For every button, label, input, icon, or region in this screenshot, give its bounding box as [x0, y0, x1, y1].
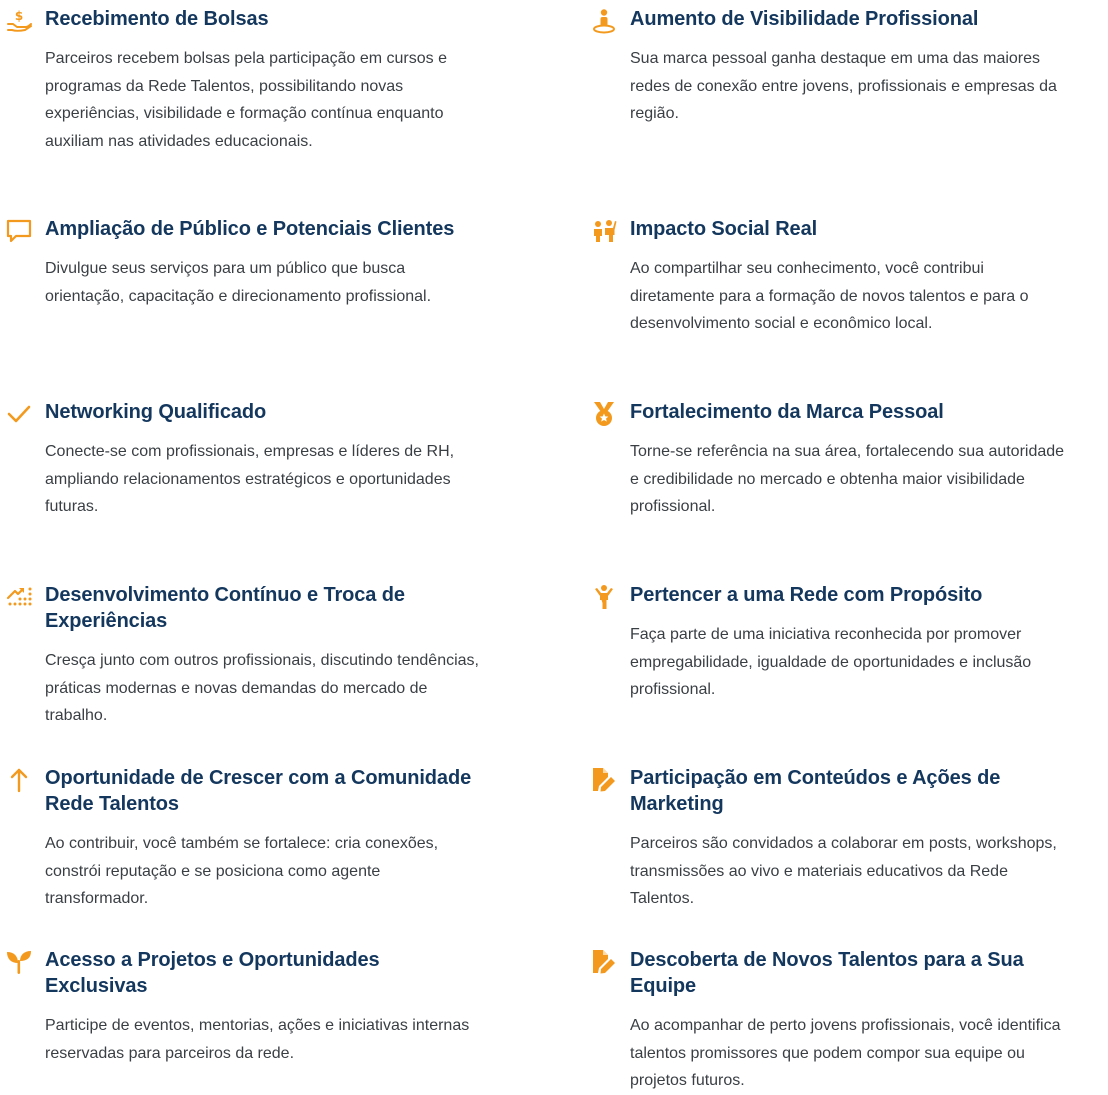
person-spotlight-icon [590, 7, 618, 35]
growth-dots-icon [5, 583, 33, 611]
benefit-item [5, 947, 485, 1067]
benefit-title: Networking Qualificado [45, 401, 267, 423]
benefit-item [5, 765, 485, 913]
benefit-title: Fortalecimento da Marca Pessoal [630, 401, 944, 423]
benefit-description: Ao acompanhar de perto jovens profissionais, você identifica talentos promissores que podem compor sua equipe ou projetos futuros. [630, 1017, 1061, 1089]
person-raise-arms-icon [590, 583, 618, 611]
benefit-description: Cresça junto com outros profissionais, discutindo tendências, práticas modernas e novas demandas do mercado de trabalho. [45, 652, 479, 724]
benefit-description: Sua marca pessoal ganha destaque em uma das maiores redes de conexão entre jovens, profissionais e empresas da região. [630, 50, 1057, 122]
benefit-description: Conecte-se com profissionais, empresas e líderes de RH, ampliando relacionamentos estratégicos e oportunidades futuras. [45, 443, 455, 515]
benefit-item [590, 582, 1068, 704]
benefit-title: Desenvolvimento Contínuo e Troca de Experiências [45, 584, 405, 632]
svg-text:$: $ [14, 9, 24, 23]
benefit-title: Pertencer a uma Rede com Propósito [630, 584, 983, 606]
benefit-title: Recebimento de Bolsas [45, 8, 269, 30]
benefit-item [590, 216, 1068, 338]
benefit-title: Acesso a Projetos e Oportunidades Exclusivas [45, 949, 380, 997]
people-raise-hand-icon [590, 217, 618, 245]
benefit-item [5, 6, 485, 155]
benefit-item [590, 399, 1068, 521]
benefit-item [590, 947, 1068, 1095]
benefit-description: Ao contribuir, você também se fortalece: cria conexões, constrói reputação e se posiciona como agente transformador. [45, 835, 439, 907]
sprout-icon [5, 948, 33, 976]
benefit-title: Descoberta de Novos Talentos para a Sua Equipe [630, 949, 1024, 997]
arrow-up-icon [5, 766, 33, 794]
benefit-description: Torne-se referência na sua área, fortalecendo sua autoridade e credibilidade no mercado e obtenha maior visibilidade profissional. [630, 443, 1065, 515]
chat-bubble-icon [5, 217, 33, 245]
file-edit-icon [590, 766, 618, 794]
hand-coin-icon [5, 7, 33, 35]
benefit-description: Ao compartilhar seu conhecimento, você contribui diretamente para a formação de novos talentos e para o desenvolvimento social e econômico local. [630, 260, 1029, 332]
benefit-item [5, 582, 485, 730]
benefit-item [5, 216, 485, 310]
benefit-description: Participe de eventos, mentorias, ações e iniciativas internas reservadas para parceiros da rede. [45, 1017, 470, 1062]
checkmark-icon [5, 400, 33, 428]
file-edit-icon [590, 948, 618, 976]
benefit-title: Oportunidade de Crescer com a Comunidade Rede Talentos [45, 767, 472, 815]
benefit-description: Parceiros são convidados a colaborar em posts, workshops, transmissões ao vivo e materiais educativos da Rede Talentos. [630, 835, 1057, 907]
benefit-title: Impacto Social Real [630, 218, 818, 240]
benefit-description: Parceiros recebem bolsas pela participação em cursos e programas da Rede Talentos, possibilitando novas experiências, visibilidade e formação contínua enquanto auxiliam nas atividades educacionais. [45, 50, 447, 150]
benefit-title: Ampliação de Público e Potenciais Clientes [45, 218, 455, 240]
benefit-item [590, 765, 1068, 913]
benefit-title: Participação em Conteúdos e Ações de Marketing [630, 767, 1001, 815]
benefit-item [590, 6, 1068, 128]
benefit-title: Aumento de Visibilidade Profissional [630, 8, 979, 30]
medal-icon [590, 400, 618, 428]
benefit-item [5, 399, 485, 521]
benefit-description: Faça parte de uma iniciativa reconhecida por promover empregabilidade, igualdade de oportunidades e inclusão profissional. [630, 626, 1032, 698]
benefit-description: Divulgue seus serviços para um público que busca orientação, capacitação e direcionamento profissional. [45, 260, 432, 305]
